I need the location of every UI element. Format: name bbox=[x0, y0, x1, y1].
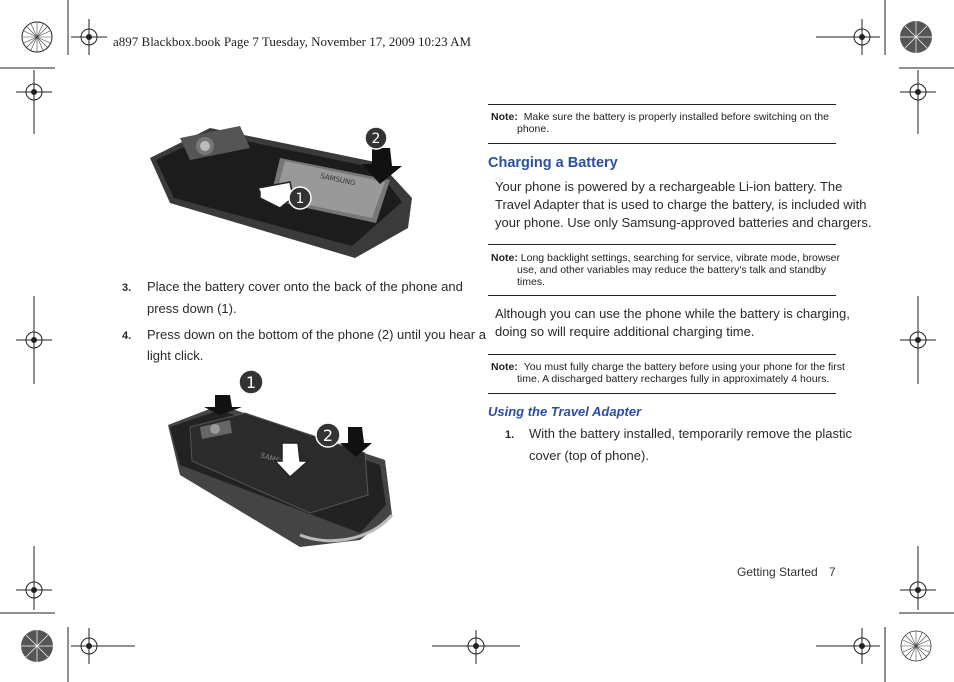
footer-section: Getting Started bbox=[737, 565, 818, 579]
figure1-callout-2: 2 bbox=[371, 131, 381, 147]
para2 bbox=[495, 305, 850, 341]
note1-bottom-rule bbox=[488, 143, 836, 144]
step-1-number: 1. bbox=[505, 429, 515, 441]
figure1-callout-1: 1 bbox=[295, 191, 305, 207]
para1-line-1: Your phone is powered by a rechargeable Li-ion battery. The bbox=[495, 179, 843, 194]
note3-top-rule bbox=[488, 354, 836, 355]
note3-bottom-rule bbox=[488, 393, 836, 394]
figure2-callout-2: 2 bbox=[322, 426, 334, 445]
note3-line-2: time. A discharged battery recharges fully in approximately 4 hours. bbox=[517, 373, 830, 385]
note2-top-rule bbox=[488, 244, 836, 245]
note2 bbox=[491, 252, 841, 288]
note1 bbox=[491, 111, 836, 135]
note2-label: Note: bbox=[491, 252, 518, 264]
step-4-line-1: Press down on the bottom of the phone (2) until you hear a bbox=[147, 327, 486, 342]
note3-line-1: You must fully charge the battery before using your phone for the first bbox=[523, 361, 845, 373]
figure2-callout-1: 1 bbox=[245, 373, 257, 392]
step-4-line-2: light click. bbox=[147, 348, 204, 363]
note1-line-1: Make sure the battery is properly installed before switching on the bbox=[523, 111, 829, 123]
para1 bbox=[495, 178, 872, 232]
note2-line-1: Long backlight settings, searching for service, vibrate mode, browser bbox=[520, 252, 841, 264]
figure1-brand: SAMSUNG bbox=[319, 172, 357, 188]
note1-label: Note: bbox=[491, 111, 518, 123]
subsection-title: Using the Travel Adapter bbox=[488, 404, 642, 419]
para2-line-2: doing so will require additional charging time. bbox=[495, 324, 755, 339]
battery-install-figure bbox=[140, 118, 420, 268]
note2-line-2: use, and other variables may reduce the battery's talk and standby bbox=[517, 264, 827, 276]
section-title: Charging a Battery bbox=[488, 155, 618, 171]
para1-line-3: your phone. Use only Samsung-approved batteries and chargers. bbox=[495, 215, 872, 230]
note2-line-3: times. bbox=[517, 276, 546, 288]
para2-line-1: Although you can use the phone while the battery is charging, bbox=[495, 306, 850, 321]
para1-line-2: Travel Adapter that is used to charge the battery, is included with bbox=[495, 197, 867, 212]
note3 bbox=[491, 361, 845, 385]
note2-bottom-rule bbox=[488, 295, 836, 296]
note1-line-2: phone. bbox=[517, 123, 550, 135]
step-3-line-2: press down (1). bbox=[147, 301, 237, 316]
step-1-line-1: With the battery installed, temporarily remove the plastic bbox=[529, 426, 852, 441]
page-number: 7 bbox=[829, 565, 836, 579]
note3-label: Note: bbox=[491, 361, 518, 373]
print-slug: a897 Blackbox.book Page 7 Tuesday, November 17, 2009 10:23 AM bbox=[113, 34, 472, 49]
step-3-line-1: Place the battery cover onto the back of the phone and bbox=[147, 279, 463, 294]
step-4-number: 4. bbox=[122, 330, 132, 342]
step-1-line-2: cover (top of phone). bbox=[529, 448, 649, 463]
cover-install-figure bbox=[160, 365, 400, 555]
step-3-number: 3. bbox=[122, 282, 132, 294]
note1-top-rule bbox=[488, 104, 836, 105]
